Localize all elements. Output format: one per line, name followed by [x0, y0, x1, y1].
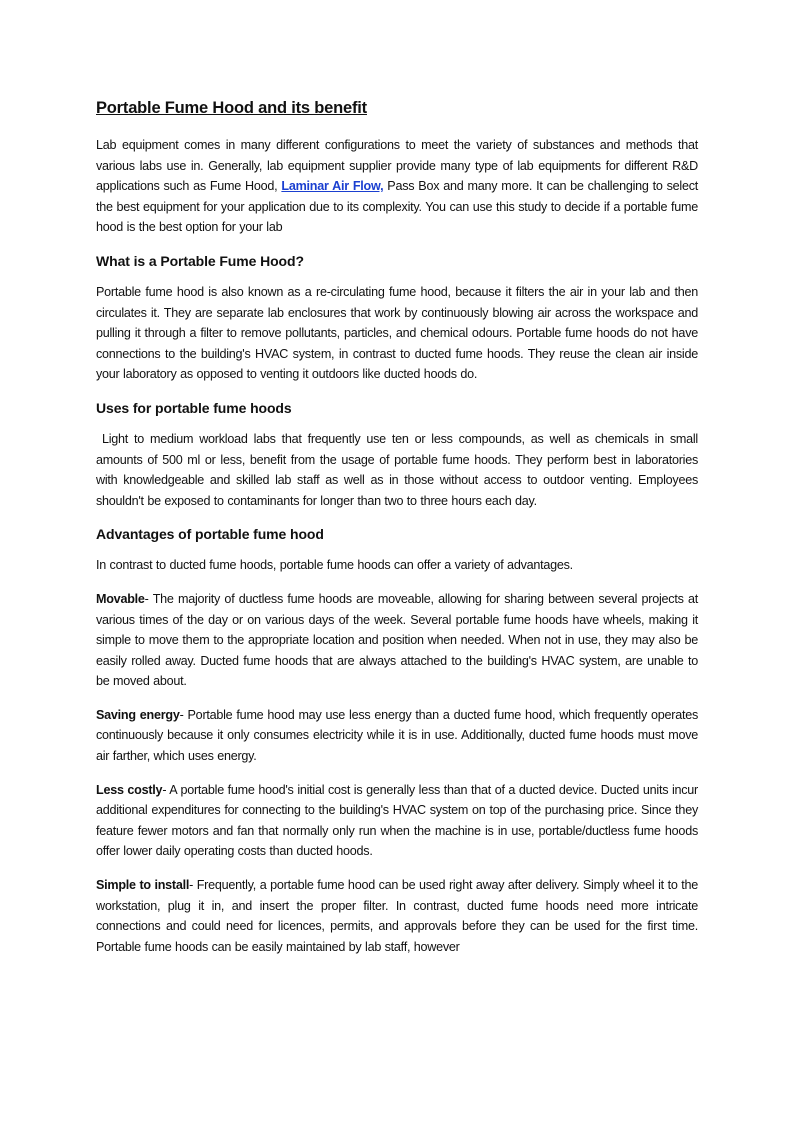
advantage-text: - The majority of ductless fume hoods are moveable, allowing for sharing between several projects at various times of the day or on various days of the week. Several portable fume hoods have wheels, making it simple to move them to the appropriate location and position when needed. When not in use, they may also be easily rolled away. Ducted fume hoods that are always attached to the building's HVAC system, are unable to be moved about. — [96, 591, 698, 689]
section-heading: Advantages of portable fume hood — [96, 526, 324, 543]
advantage-text: - A portable fume hood's initial cost is generally less than that of a ducted device. Ducted units incur additional expenditures for connecting to the building's HVAC system on top of the purchasing price. Since they feature fewer motors and fan that normally only run when the machine is in use, portable/ductless fume hoods offer lower daily operating costs than ducted hoods. — [96, 782, 699, 859]
advantage-paragraph — [96, 875, 698, 957]
advantage-term: Saving energy — [96, 707, 180, 722]
advantage-text: - Portable fume hood may use less energy than a ducted fume hood, which frequently operates continuously because it only consumes electricity while it is in use. Additionally, ducted fume hoods must move air farther, which uses energy. — [96, 707, 699, 764]
laminar-air-flow-link[interactable]: Laminar Air Flow, — [281, 179, 384, 194]
advantage-text: - Frequently, a portable fume hood can be used right away after delivery. Simply wheel it to the workstation, plug it in, and insert the proper filter. In contrast, ducted fume hoods need more intricate connections and could need for licences, permits, and approvals before they can be used for the first time. Portable fume hoods can be easily maintained by lab staff, however — [96, 878, 698, 954]
advantage-paragraph — [96, 780, 698, 862]
intro-paragraph — [96, 135, 698, 238]
advantage-term: Less costly — [96, 782, 163, 797]
section-heading: What is a Portable Fume Hood? — [96, 252, 304, 269]
advantage-term: Movable — [96, 591, 145, 606]
advantage-paragraph — [96, 589, 698, 692]
intro-text: Lab equipment comes in many different configurations to meet the variety of substances and methods that various labs use in. Generally, lab equipment supplier provide many type of lab equipments for different R&D applications such as Fume Hood, — [96, 138, 698, 194]
section-heading: Uses for portable fume hoods — [96, 399, 292, 416]
section-paragraph: Light to medium workload labs that frequently use ten or less compounds, as well as chemicals in small amounts of 500 ml or less, benefit from the usage of portable fume hoods. They perform best in laboratories with knowledgeable and skilled lab staff as well as in those without access to outdoor venting. Employees shouldn't be exposed to contaminants for longer than two to three hours each day. — [96, 431, 702, 508]
page-title: Portable Fume Hood and its benefit — [96, 99, 367, 117]
advantage-term: Simple to install — [96, 878, 190, 893]
section-paragraph: Portable fume hood is also known as a re-circulating fume hood, because it filters the air in your lab and then circulates it. They are separate lab enclosures that work by continuously blowing air across the workspace and pulling it through a filter to remove pollutants, particles, and chemical odours. Portable fume hoods do not have connections to the building's HVAC system, in contrast to ducted fume hoods. They reuse the clean air inside your laboratory as opposed to venting it outdoors like ducted hoods do. — [96, 284, 698, 382]
section-paragraph: In contrast to ducted fume hoods, portable fume hoods can offer a variety of advantages. — [96, 558, 573, 573]
advantage-paragraph — [96, 705, 698, 767]
intro-text-end: Pass Box and many more. It can be challenging to select the best equipment for your application due to its complexity. You can use this study to decide if a portable fume hood is the best option for your lab — [96, 179, 699, 235]
document-page — [96, 97, 702, 970]
